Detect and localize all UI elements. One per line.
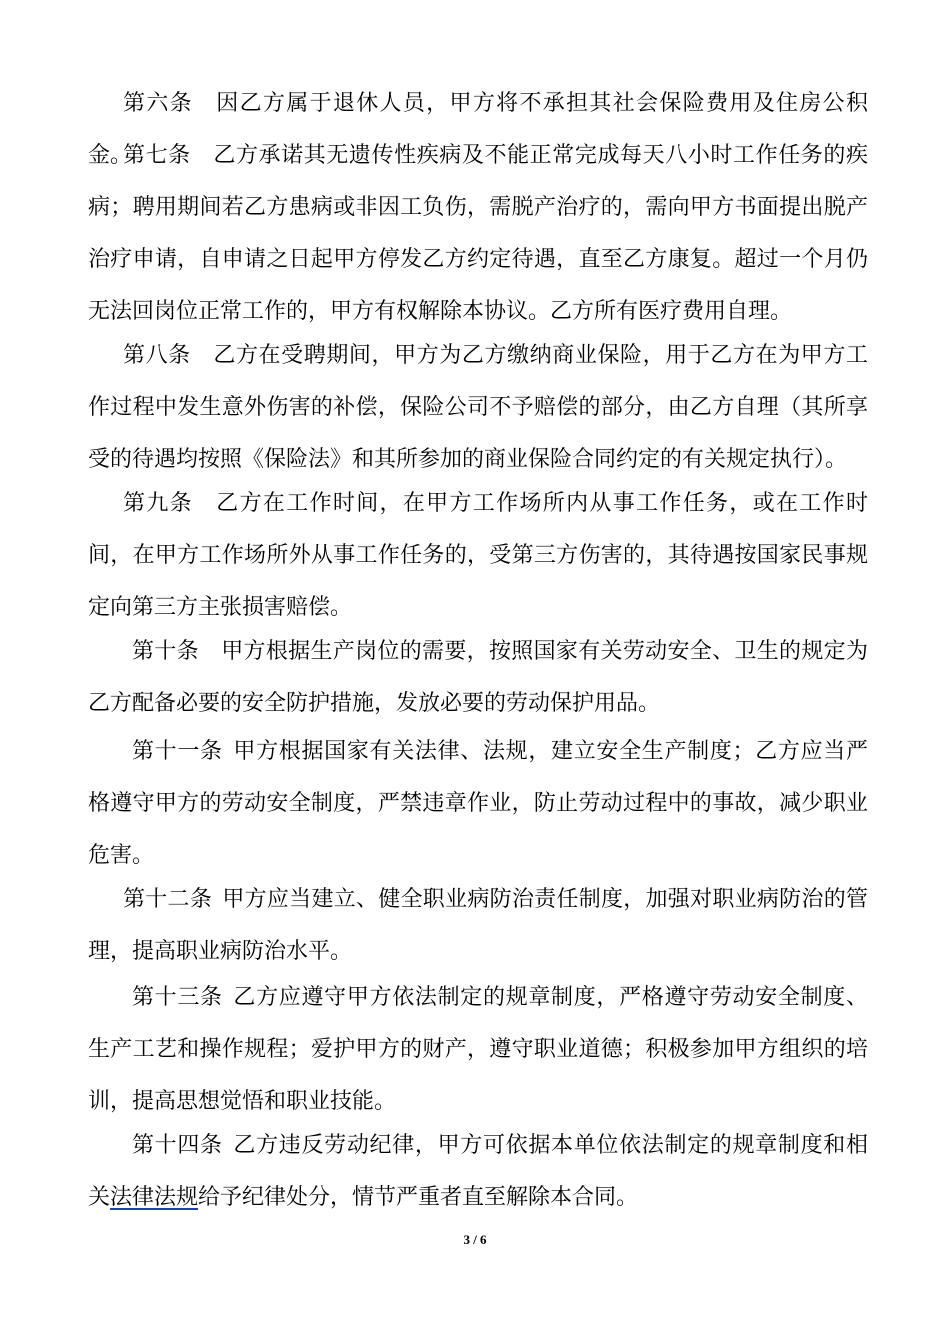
clause-text: 因乙方属于退休人员，甲方将不承担其社会保险费用及住房公积金。 [88, 91, 868, 168]
clause-10 [88, 626, 868, 730]
clause-number: 第七条 [123, 143, 191, 168]
clause-text: 乙方承诺其无遗传性疾病及不能正常完成每天八小时工作任务的疾病；聘用期间若乙方患病或非因工负伤，需脱产治疗的，需向甲方书面提出脱产治疗申请，自申请之日起甲方停发乙方约定待遇，直至乙方康复。超过一个月仍无法回岗位正常工作的，甲方有权解除本协议。乙方所有医疗费用自理。 [88, 143, 868, 324]
clause-text: 甲方根据生产岗位的需要，按照国家有关劳动安全、卫生的规定为乙方配备必要的安全防护措施，发放必要的劳动保护用品。 [88, 639, 868, 716]
laws-link[interactable]: 法律法规 [110, 1185, 199, 1210]
clause-number: 第十三条 [132, 985, 223, 1010]
clause-number: 第十四条 [132, 1133, 223, 1158]
clause-text: 乙方在受聘期间，甲方为乙方缴纳商业保险，用于乙方在为甲方工作过程中发生意外伤害的补偿，保险公司不予赔偿的部分，由乙方自理（其所享受的待遇均按照《保险法》和其所参加的商业保险合同约定的有关规定执行）。 [88, 343, 868, 472]
clause-13 [88, 972, 868, 1128]
clause-number: 第九条 [123, 491, 193, 516]
clause-8 [88, 330, 868, 486]
clause-12 [88, 874, 868, 978]
clause-14 [88, 1120, 868, 1224]
clause-9 [88, 478, 868, 634]
clause-11 [88, 726, 868, 882]
clause-text: 甲方应当建立、健全职业病防治责任制度，加强对职业病防治的管理，提高职业病防治水平。 [88, 887, 868, 964]
clause-text: 乙方应遵守甲方依法制定的规章制度，严格遵守劳动安全制度、生产工艺和操作规程；爱护甲方的财产，遵守职业道德；积极参加甲方组织的培训，提高思想觉悟和职业技能。 [88, 985, 868, 1114]
clause-text: 乙方违反劳动纪律，甲方可依据本单位依法制定的规章制度和相关 [88, 1133, 868, 1210]
clause-text: 乙方在工作时间，在甲方工作场所内从事工作任务，或在工作时间，在甲方工作场所外从事工作任务的，受第三方伤害的，其待遇按国家民事规定向第三方主张损害赔偿。 [88, 491, 868, 620]
clause-text: 甲方根据国家有关法律、法规，建立安全生产制度；乙方应当严格遵守甲方的劳动安全制度，严禁违章作业，防止劳动过程中的事故，减少职业危害。 [88, 739, 868, 868]
clause-number: 第十一条 [132, 739, 223, 764]
clause-text-end: 给予纪律处分，情节严重者直至解除本合同。 [198, 1185, 639, 1210]
clause-7 [88, 130, 868, 338]
clause-number: 第十二条 [123, 887, 213, 912]
page-number: 3 / 6 [463, 1232, 487, 1247]
clause-number: 第六条 [123, 91, 193, 116]
clause-number: 第十条 [132, 639, 199, 664]
clause-number: 第八条 [123, 343, 191, 368]
